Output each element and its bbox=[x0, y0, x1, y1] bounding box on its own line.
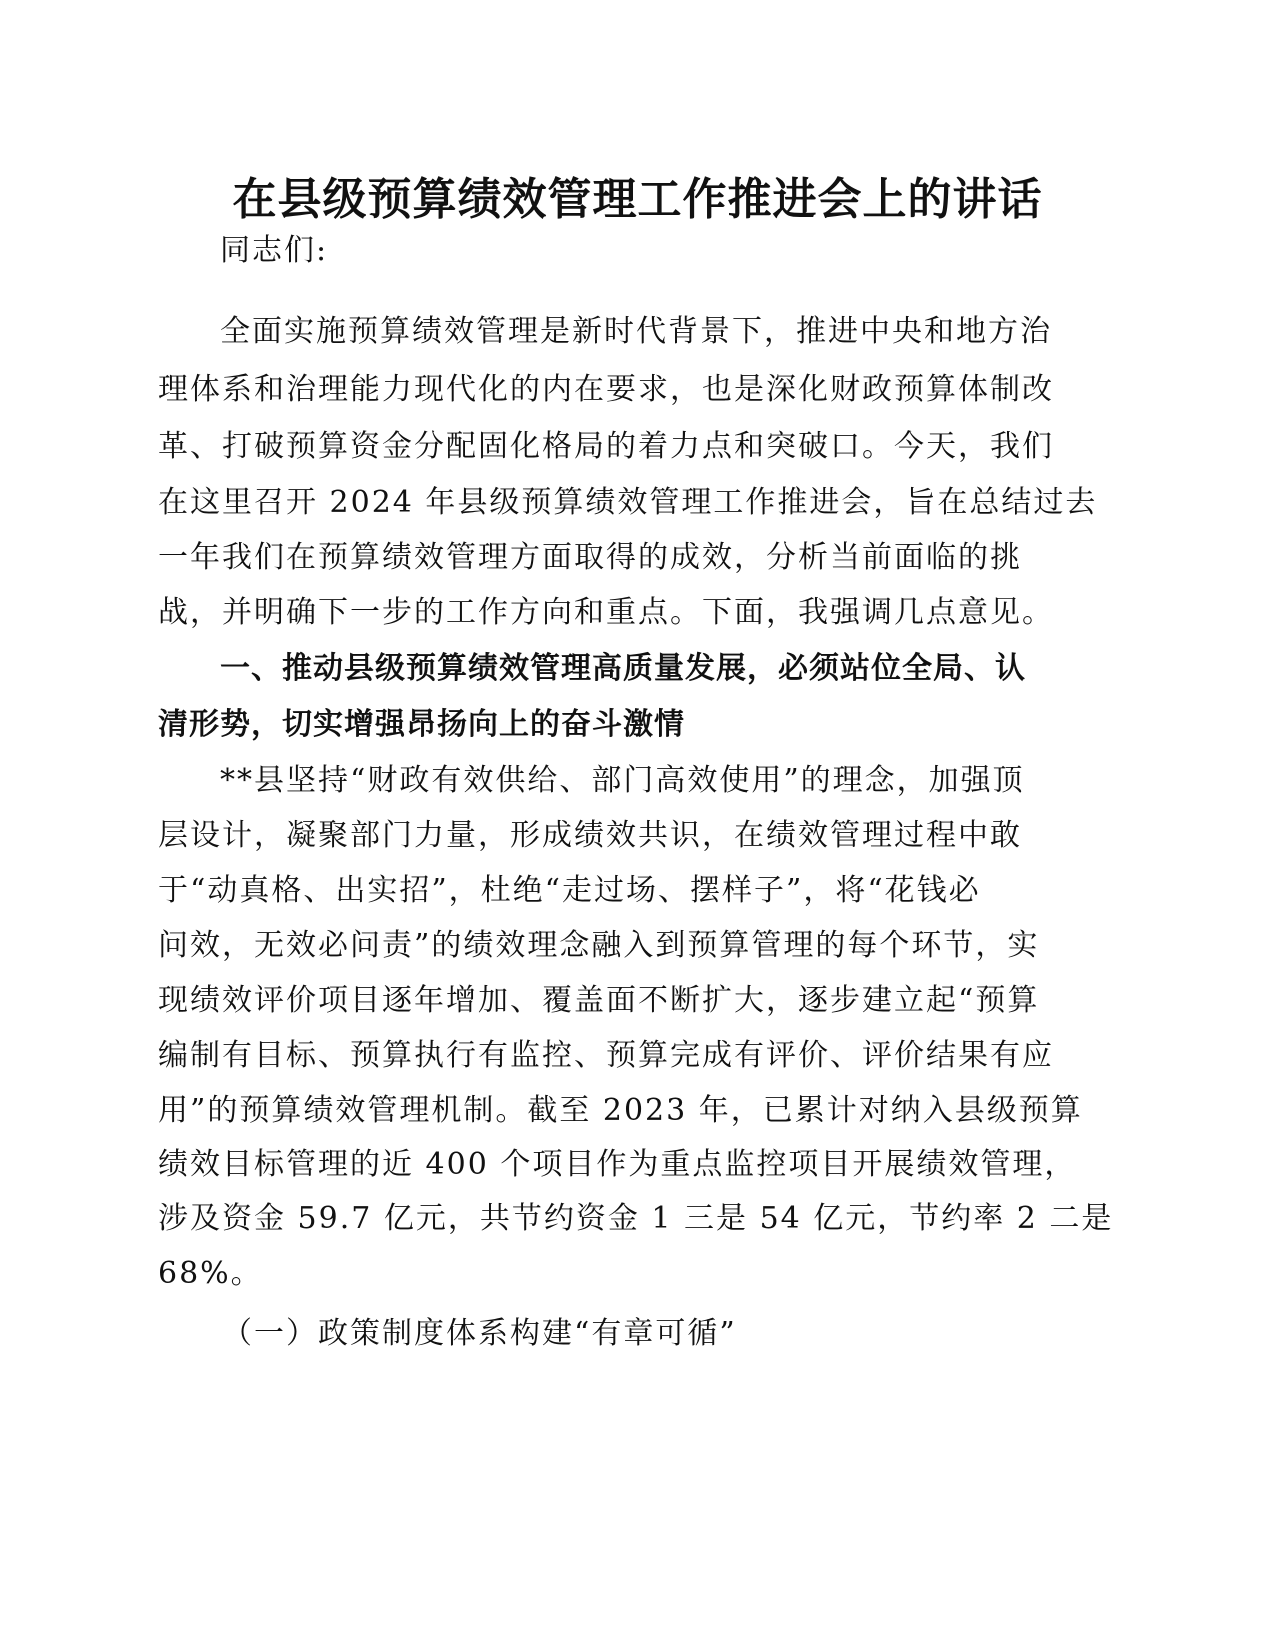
paragraph-line: 全面实施预算绩效管理是新时代背景下，推进中央和地方治 bbox=[220, 314, 1052, 349]
paragraph-line: 涉及资金 59.7 亿元，共节约资金 1 三是 54 亿元，节约率 2 二是 bbox=[158, 1201, 1114, 1236]
paragraph-line: 在这里召开 2024 年县级预算绩效管理工作推进会，旨在总结过去 bbox=[158, 485, 1098, 520]
paragraph-line: 现绩效评价项目逐年增加、覆盖面不断扩大，逐步建立起“预算 bbox=[158, 983, 1040, 1018]
paragraph-line: 问效，无效必问责”的绩效理念融入到预算管理的每个环节，实 bbox=[158, 928, 1040, 963]
paragraph-line: 68%。 bbox=[158, 1256, 263, 1291]
section-heading: 清形势，切实增强昂扬向上的奋斗激情 bbox=[158, 707, 685, 742]
paragraph-line: 编制有目标、预算执行有监控、预算完成有评价、评价结果有应 bbox=[158, 1038, 1054, 1073]
greeting: 同志们: bbox=[220, 233, 329, 268]
paragraph-line: **县坚持“财政有效供给、部门高效使用”的理念，加强顶 bbox=[220, 763, 1025, 798]
document-title: 在县级预算绩效管理工作推进会上的讲话 bbox=[232, 174, 1043, 225]
paragraph-line: 于“动真格、出实招”，杜绝“走过场、摆样子”，将“花钱必 bbox=[158, 873, 981, 908]
paragraph-line: 战，并明确下一步的工作方向和重点。下面，我强调几点意见。 bbox=[158, 595, 1054, 630]
paragraph-line: 一年我们在预算绩效管理方面取得的成效，分析当前面临的挑 bbox=[158, 540, 1022, 575]
paragraph-line: 革、打破预算资金分配固化格局的着力点和突破口。今天，我们 bbox=[158, 429, 1054, 464]
paragraph-line: 用”的预算绩效管理机制。截至 2023 年，已累计对纳入县级预算 bbox=[158, 1093, 1083, 1128]
paragraph-line: 理体系和治理能力现代化的内在要求，也是深化财政预算体制改 bbox=[158, 372, 1054, 407]
section-heading: 一、推动县级预算绩效管理高质量发展，必须站位全局、认 bbox=[220, 651, 1026, 686]
paragraph-line: 层设计，凝聚部门力量，形成绩效共识，在绩效管理过程中敢 bbox=[158, 818, 1022, 853]
paragraph-line: 绩效目标管理的近 400 个项目作为重点监控项目开展绩效管理， bbox=[158, 1147, 1077, 1182]
subheading: （一）政策制度体系构建“有章可循” bbox=[222, 1316, 737, 1351]
